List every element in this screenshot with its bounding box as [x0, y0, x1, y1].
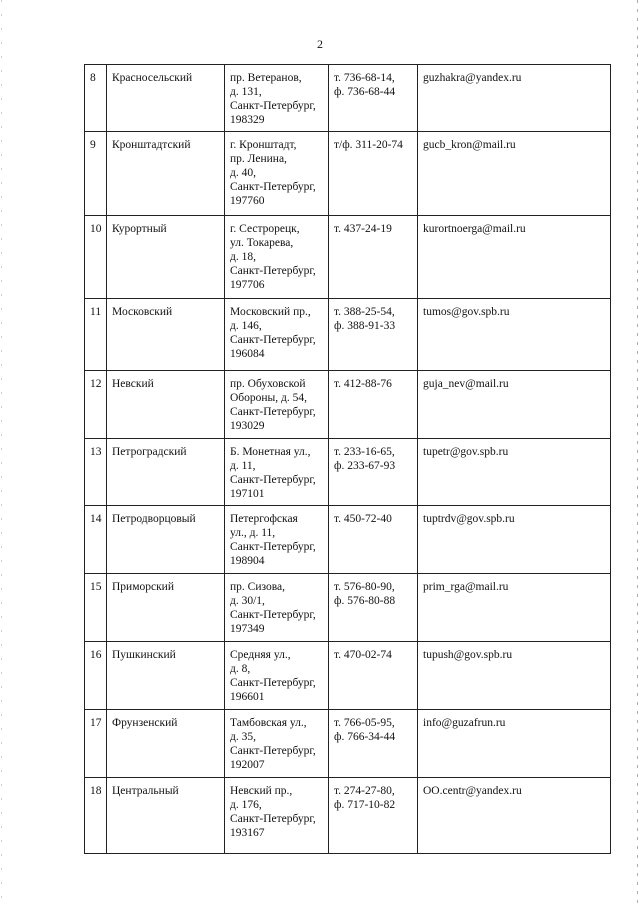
address-line: Тамбовская ул.,: [230, 717, 307, 729]
row-number-cell: 16: [85, 642, 107, 710]
table-row: [85, 132, 611, 216]
address-line: 192007: [230, 759, 265, 771]
address-line: г. Сестрорецк,: [230, 223, 300, 235]
address-cell: [225, 371, 329, 439]
phone-line: т. 766-05-95,: [334, 717, 395, 729]
address-cell: [225, 439, 329, 506]
phone-line: ф. 766-34-44: [334, 731, 396, 743]
address-line: Санкт-Петербург,: [230, 474, 316, 486]
address-line: д. 146,: [230, 320, 262, 332]
phone-line: т. 437-24-19: [334, 223, 392, 235]
address-cell: [225, 216, 329, 299]
address-line: 197349: [230, 623, 265, 635]
address-line: 196601: [230, 691, 265, 703]
table-row: [85, 371, 611, 439]
phone-cell: [329, 216, 418, 299]
row-number-cell: 8: [85, 65, 107, 132]
email-cell: [418, 65, 611, 132]
address-line: Невский пр.,: [230, 785, 293, 797]
row-number-cell: 18: [85, 778, 107, 854]
address-line: 197101: [230, 488, 265, 500]
address-line: д. 8,: [230, 663, 251, 675]
email-address: OO.centr@yandex.ru: [423, 785, 522, 797]
phone-cell: [329, 299, 418, 371]
phone-cell: [329, 439, 418, 506]
email-cell: [418, 574, 611, 642]
address-line: Санкт-Петербург,: [230, 541, 316, 553]
email-cell: [418, 299, 611, 371]
district-name-cell: Приморский: [107, 574, 225, 642]
phone-line: т/ф. 311-20-74: [334, 139, 403, 151]
address-line: Б. Монетная ул.,: [230, 446, 311, 458]
address-line: Санкт-Петербург,: [230, 265, 316, 277]
address-cell: [225, 132, 329, 216]
address-line: Обороны, д. 54,: [230, 392, 308, 404]
district-name-cell: Пушкинский: [107, 642, 225, 710]
phone-cell: [329, 65, 418, 132]
email-address: kurortnoerga@mail.ru: [423, 223, 526, 235]
address-cell: [225, 642, 329, 710]
address-line: 193029: [230, 420, 265, 432]
address-line: Санкт-Петербург,: [230, 813, 316, 825]
table-row: [85, 642, 611, 710]
address-line: ул. Токарева,: [230, 237, 294, 249]
email-address: tupetr@gov.spb.ru: [423, 446, 509, 458]
table-row: [85, 710, 611, 778]
address-line: д. 11,: [230, 460, 256, 472]
email-address: info@guzafrun.ru: [423, 717, 506, 729]
district-name-cell: Красносельский: [107, 65, 225, 132]
address-cell: [225, 778, 329, 854]
phone-line: т. 576-80-90,: [334, 581, 395, 593]
address-line: 197706: [230, 279, 265, 291]
district-name-cell: Кронштадтский: [107, 132, 225, 216]
phone-line: ф. 388-91-33: [334, 320, 396, 332]
district-name-cell: Московский: [107, 299, 225, 371]
address-cell: [225, 65, 329, 132]
email-cell: [418, 710, 611, 778]
district-name-cell: Невский: [107, 371, 225, 439]
table-row: [85, 299, 611, 371]
table-row: [85, 506, 611, 574]
phone-line: т. 412-88-76: [334, 378, 392, 390]
address-line: д. 176,: [230, 799, 262, 811]
address-line: Санкт-Петербург,: [230, 181, 316, 193]
table-row: [85, 439, 611, 506]
address-line: д. 131,: [230, 86, 262, 98]
row-number-cell: 12: [85, 371, 107, 439]
phone-line: т. 470-02-74: [334, 649, 392, 661]
email-cell: [418, 778, 611, 854]
phone-line: т. 450-72-40: [334, 513, 392, 525]
scan-edge-right: [637, 0, 638, 905]
address-line: Санкт-Петербург,: [230, 334, 316, 346]
district-name-cell: Петродворцовый: [107, 506, 225, 574]
email-cell: [418, 132, 611, 216]
row-number-cell: 9: [85, 132, 107, 216]
row-number-cell: 14: [85, 506, 107, 574]
scan-edge-left: [1, 0, 2, 905]
address-line: д. 40,: [230, 167, 256, 179]
phone-cell: [329, 642, 418, 710]
address-cell: [225, 299, 329, 371]
email-address: guja_nev@mail.ru: [423, 378, 509, 390]
address-cell: [225, 710, 329, 778]
address-line: д. 18,: [230, 251, 256, 263]
table-row: [85, 216, 611, 299]
address-line: 193167: [230, 827, 265, 839]
address-line: д. 35,: [230, 731, 256, 743]
contacts-table-body: [85, 65, 611, 854]
address-line: 198329: [230, 114, 265, 126]
address-line: пр. Ветеранов,: [230, 72, 302, 84]
email-cell: [418, 506, 611, 574]
row-number-cell: 17: [85, 710, 107, 778]
phone-cell: [329, 778, 418, 854]
page-number: 2: [317, 37, 323, 51]
address-line: 196084: [230, 348, 265, 360]
address-line: Санкт-Петербург,: [230, 609, 316, 621]
row-number-cell: 10: [85, 216, 107, 299]
address-line: 198904: [230, 555, 265, 567]
phone-line: т. 274-27-80,: [334, 785, 395, 797]
district-name-cell: Фрунзенский: [107, 710, 225, 778]
phone-line: ф. 576-80-88: [334, 595, 396, 607]
address-cell: [225, 574, 329, 642]
phone-cell: [329, 710, 418, 778]
district-name-cell: Курортный: [107, 216, 225, 299]
table-row: [85, 574, 611, 642]
address-line: Московский пр.,: [230, 306, 311, 318]
phone-cell: [329, 371, 418, 439]
email-address: prim_rga@mail.ru: [423, 581, 509, 593]
email-cell: [418, 439, 611, 506]
contacts-table: [84, 64, 611, 854]
email-address: gucb_kron@mail.ru: [423, 139, 516, 151]
phone-line: т. 388-25-54,: [334, 306, 395, 318]
address-line: Петергофская: [230, 513, 298, 525]
address-line: ул., д. 11,: [230, 527, 276, 539]
email-address: guzhakra@yandex.ru: [423, 72, 522, 84]
row-number-cell: 11: [85, 299, 107, 371]
email-cell: [418, 371, 611, 439]
email-cell: [418, 642, 611, 710]
phone-line: т. 233-16-65,: [334, 446, 395, 458]
row-number-cell: 15: [85, 574, 107, 642]
phone-cell: [329, 574, 418, 642]
address-line: 197760: [230, 195, 265, 207]
address-line: Санкт-Петербург,: [230, 406, 316, 418]
address-line: Санкт-Петербург,: [230, 677, 316, 689]
address-line: Санкт-Петербург,: [230, 745, 316, 757]
district-name-cell: Петроградский: [107, 439, 225, 506]
address-line: г. Кронштадт,: [230, 139, 297, 151]
phone-line: т. 736-68-14,: [334, 72, 395, 84]
address-line: пр. Ленина,: [230, 153, 287, 165]
phone-cell: [329, 132, 418, 216]
email-address: tupush@gov.spb.ru: [423, 649, 513, 661]
row-number-cell: 13: [85, 439, 107, 506]
address-line: Средняя ул.,: [230, 649, 291, 661]
phone-line: ф. 717-10-82: [334, 799, 396, 811]
address-cell: [225, 506, 329, 574]
email-address: tuptrdv@gov.spb.ru: [423, 513, 515, 525]
district-name-cell: Центральный: [107, 778, 225, 854]
address-line: пр. Обуховской: [230, 378, 306, 390]
phone-cell: [329, 506, 418, 574]
address-line: д. 30/1,: [230, 595, 265, 607]
address-line: Санкт-Петербург,: [230, 100, 316, 112]
address-line: пр. Сизова,: [230, 581, 285, 593]
email-cell: [418, 216, 611, 299]
email-address: tumos@gov.spb.ru: [423, 306, 510, 318]
phone-line: ф. 736-68-44: [334, 86, 396, 98]
table-row: [85, 778, 611, 854]
phone-line: ф. 233-67-93: [334, 460, 396, 472]
table-row: [85, 65, 611, 132]
